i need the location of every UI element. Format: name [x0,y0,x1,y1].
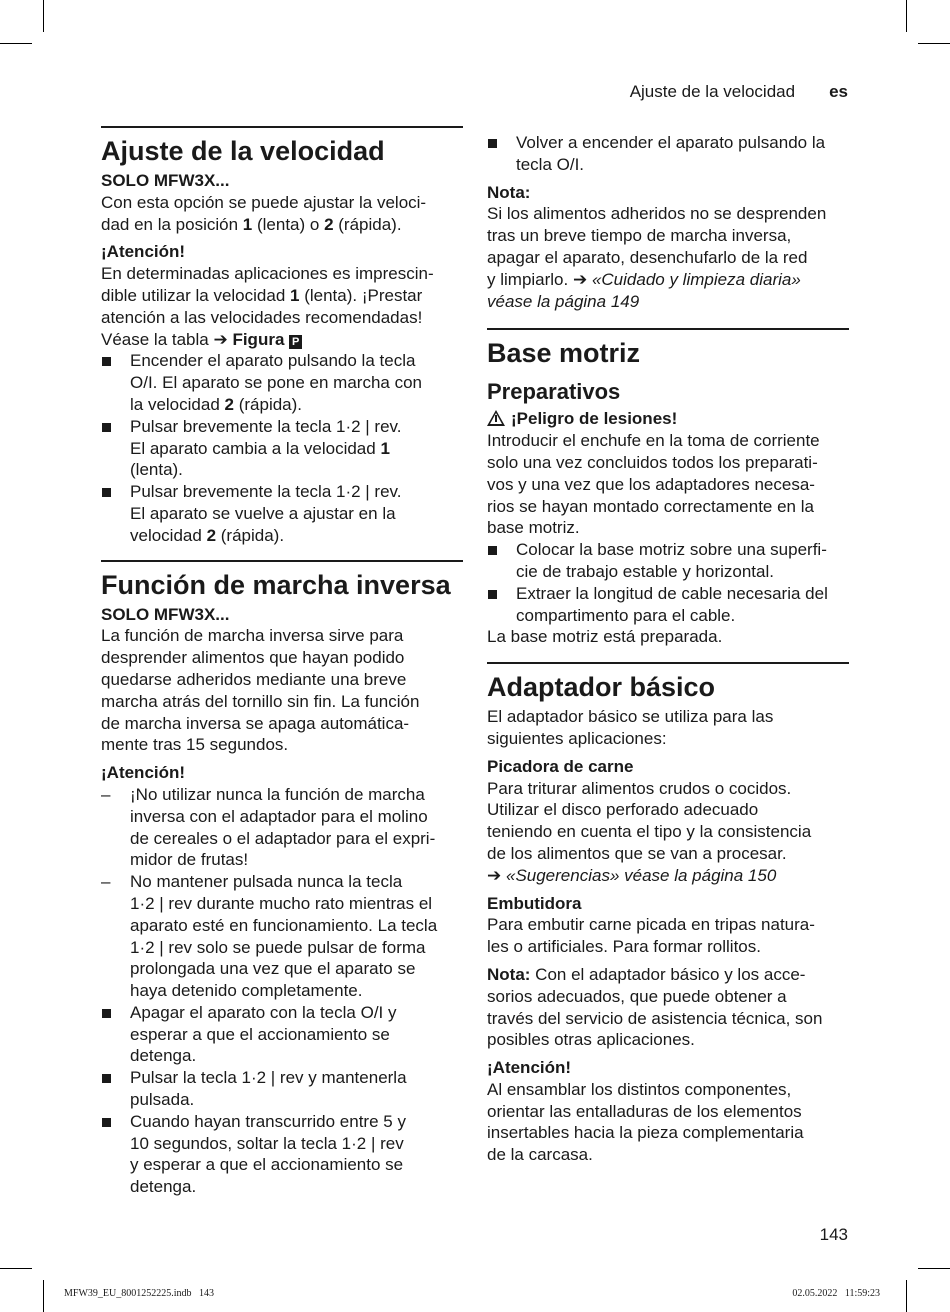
paragraph-line: través del servicio de asistencia técnica, son [487,1008,823,1028]
crop-mark [43,0,44,32]
square-bullet-icon [102,1009,111,1018]
paragraph-line: tras un breve tiempo de marcha inversa, [487,226,792,246]
paragraph-line: Véase la tabla ➔ Figura P [101,329,463,351]
dash-item: – ¡No utilizar nunca la función de marcha inversa con el adaptador para el molino de cereales o el adaptador para el expri- midor de frutas! [101,784,436,870]
left-column [101,126,463,1198]
footer-file: MFW39_EU_8001252225.indb 143 [64,1288,214,1299]
right-arrow-icon: ➔ [213,329,228,349]
bullet-item: Encender el aparato pulsando la tecla O/I. El aparato se pone en marcha con la velocidad 2 (rápida). [101,350,463,415]
attention-heading: ¡Atención! [101,242,186,262]
section-title-reverse: Función de marcha inversa [101,569,451,600]
crop-mark [0,1268,32,1269]
crop-mark [918,1268,950,1269]
square-bullet-icon [102,1074,111,1083]
paragraph-line: y limpiarlo. ➔ «Cuidado y limpieza diaria» [487,269,801,289]
paragraph-line: Introducir el enchufe en la toma de corriente [487,431,820,451]
bullet-item: Pulsar la tecla 1·2 | rev y mantenerla pulsada. [101,1067,463,1111]
paragraph-line: El adaptador básico se utiliza para las [487,707,774,727]
figure-letter-box: P [289,335,302,349]
dash-bullet: – [101,872,111,892]
section-rule [101,560,463,562]
paragraph-line: posibles otras aplicaciones. [487,1030,695,1050]
paragraph-line: Utilizar el disco perforado adecuado [487,800,759,820]
right-arrow-icon: ➔ [487,865,502,885]
paragraph-line: siguientes aplicaciones: [487,728,667,748]
warning-triangle-icon [487,410,505,426]
paragraph-line [487,865,849,887]
paragraph-line: Para triturar alimentos crudos o cocidos. [487,778,792,798]
paragraph-line: rios se hayan montado correctamente en la [487,496,814,516]
subheading-meat-grinder: Picadora de carne [487,756,634,776]
header-language: es [829,82,848,101]
paragraph-line: insertables hacia la pieza complementaria [487,1123,804,1143]
square-bullet-icon [102,488,111,497]
section-rule [487,328,849,330]
paragraph-line: vos y una vez que los adaptadores necesa- [487,474,815,494]
cross-reference[interactable]: «Cuidado y limpieza diaria» [591,269,801,289]
header-section: Ajuste de la velocidad [629,82,796,101]
right-arrow-icon: ➔ [572,269,588,289]
paragraph-line: orientar las entalladuras de los elementos [487,1101,802,1121]
attention-heading: ¡Atención! [101,763,186,783]
square-bullet-icon [488,546,497,555]
crop-mark [0,43,32,44]
running-header [630,82,848,102]
paragraph-line: sorios adecuados, que puede obtener a [487,986,787,1006]
right-column [487,132,849,1166]
paragraph-line: atención a las velocidades recomendadas! [101,307,423,327]
paragraph-line: La función de marcha inversa sirve para [101,626,404,646]
attention-heading: ¡Atención! [487,1058,572,1078]
cross-reference[interactable]: «Sugerencias» véase la página 150 [505,865,777,885]
subheading-sausage-filler: Embutidora [487,893,582,913]
section-title-speed: Ajuste de la velocidad [101,136,385,166]
paragraph-line: dad en la posición 1 (lenta) o 2 (rápida). [101,214,402,234]
subsection-title: Preparativos [487,379,621,405]
crop-mark [906,1280,907,1312]
bullet-item: Pulsar brevemente la tecla 1·2 | rev. El aparato cambia a la velocidad 1 (lenta). [101,416,463,481]
paragraph-line: Nota: Con el adaptador básico y los acce- [487,964,806,984]
section-rule [487,662,849,664]
bullet-item: Colocar la base motriz sobre una superfi- cie de trabajo estable y horizontal. [487,539,849,583]
paragraph-line: base motriz. [487,518,580,538]
paragraph-line: La base motriz está preparada. [487,627,723,647]
crop-mark [906,0,907,32]
paragraph-line: Al ensamblar los distintos componentes, [487,1079,792,1099]
paragraph-line: dible utilizar la velocidad 1 (lenta). ¡Prestar [101,285,423,305]
crop-mark [43,1280,44,1312]
section-title-adapter: Adaptador básico [487,672,716,703]
model-note: SOLO MFW3X... [101,171,230,190]
paragraph-line: de la carcasa. [487,1145,593,1165]
note-heading: Nota: [487,182,531,202]
crop-mark [918,43,950,44]
paragraph-line: En determinadas aplicaciones es imprescin- [101,264,434,284]
section-title-base: Base motriz [487,338,641,369]
paragraph-line: Si los alimentos adheridos no se desprenden [487,204,827,224]
paragraph-line: solo una vez concluidos todos los preparati- [487,452,818,472]
paragraph-line: marcha atrás del tornillo sin fin. La función [101,691,420,711]
paragraph-line: de marcha inversa se apaga automática- [101,713,410,733]
bullet-item: Volver a encender el aparato pulsando la tecla O/I. [487,132,849,176]
square-bullet-icon [102,1118,111,1127]
paragraph-line: desprender alimentos que hayan podido [101,648,405,668]
square-bullet-icon [488,139,497,148]
bullet-item: Extraer la longitud de cable necesaria del compartimento para el cable. [487,583,849,627]
cross-reference-page[interactable]: véase la página 149 [487,291,640,311]
dash-bullet: – [101,784,111,804]
figure-reference: Figura [232,329,285,349]
model-note: SOLO MFW3X... [101,604,230,624]
paragraph-line: Con esta opción se puede ajustar la veloci- [101,192,427,212]
paragraph-line: teniendo en cuenta el tipo y la consistencia [487,822,812,842]
footer-timestamp: 02.05.2022 11:59:23 [792,1288,880,1299]
paragraph-line: quedarse adheridos mediante una breve [101,669,407,689]
bullet-item: Cuando hayan transcurrido entre 5 y 10 segundos, soltar la tecla 1·2 | rev y esperar a que el accionamiento se detenga. [101,1111,463,1198]
warning-heading: ¡Peligro de lesiones! [487,408,849,430]
square-bullet-icon [102,423,111,432]
paragraph-line: les o artificiales. Para formar rollitos. [487,937,761,957]
paragraph-line: de los alimentos que se van a procesar. [487,843,787,863]
section-rule [101,126,463,128]
paragraph-line: Para embutir carne picada en tripas natura- [487,915,815,935]
dash-item: – No mantener pulsada nunca la tecla 1·2 | rev durante mucho rato mientras el aparato esté en funcionamiento. La tecla 1·2 | rev solo se puede pulsar de forma prolongada una vez que el aparato se haya detenido completamente. [101,872,438,1001]
page-number: 143 [819,1225,848,1244]
bullet-item: Pulsar brevemente la tecla 1·2 | rev. El aparato se vuelve a ajustar en la velocidad 2 (rápida). [101,481,463,546]
paragraph-line: mente tras 15 segundos. [101,735,289,755]
square-bullet-icon [488,590,497,599]
paragraph-line: apagar el aparato, desenchufarlo de la red [487,247,808,267]
square-bullet-icon [102,357,111,366]
bullet-item: Apagar el aparato con la tecla O/I y esperar a que el accionamiento se detenga. [101,1002,463,1067]
